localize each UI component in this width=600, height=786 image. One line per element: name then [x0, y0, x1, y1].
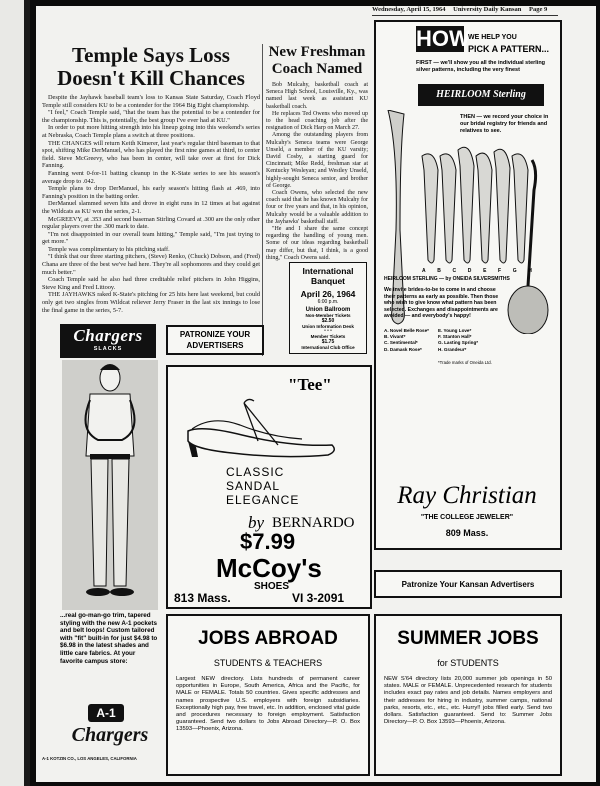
- heirloom-line-2: PICK A PATTERN...: [468, 44, 549, 54]
- banquet-nonmember: Non-Member Tickets: [305, 312, 351, 318]
- banquet-price1: $2.50: [321, 317, 335, 324]
- heirloom-banner: HEIRLOOM Sterling: [418, 84, 544, 106]
- pattern-letter: A: [422, 268, 426, 274]
- mccoy-phone: VI 3-2091: [292, 591, 345, 605]
- paragraph: Bob Mulcahy, basketball coach at Seneca High School, Louisville, Ky., was named last week as assistant KU basketball coach.: [266, 82, 368, 110]
- pattern-letter: B: [437, 268, 441, 274]
- heirloom-invite: We invite brides-to-be to come in and choose their patterns as early as possible. Then those who wish to give know what pattern has been selected. Exchanges and disappointments are avoided — and everybody's happy!: [384, 287, 499, 320]
- heirloom-brand: HEIRLOOM STERLING — by ONEIDA SILVERSMITHS: [384, 276, 510, 282]
- banquet-office: International Club Office: [301, 344, 355, 350]
- chargers-sub: SLACKS: [93, 346, 123, 352]
- mccoy-price: $7.99: [240, 529, 296, 554]
- a1-badge: A-1: [88, 704, 124, 722]
- paragraph: THE JAYHAWKS raked K-State's pitching for 25 hits here last weekend, but could only get two singles from Wildcat reliever Jerry Fraser in the last six innings to lose the final game in the series, 5-7.: [42, 291, 260, 314]
- column-rule: [262, 44, 263, 356]
- heirloom-ad: [374, 20, 562, 550]
- coach-article: [266, 44, 368, 262]
- paragraph: "I feel," Coach Temple said, "that the team has the potential to be a contender for the championship. This is, potentially, the best group I've ever had at KU.": [42, 109, 260, 124]
- coach-body: [266, 82, 368, 262]
- header-paper: University Daily Kansan: [453, 6, 522, 13]
- pattern-letter: D: [467, 268, 472, 274]
- summer-jobs-sub: for STUDENTS: [437, 658, 499, 668]
- banquet-member: Member Tickets: [310, 333, 346, 339]
- mccoy-by: by: [248, 513, 265, 532]
- banquet-stars: • • •: [324, 328, 332, 334]
- jobs-abroad-body: Largest NEW directory. Lists hundreds of permanent career opportunities in Europe, South America, Africa and the Pacific, for MALE or FEMALE. Totals 50 countries. Gives specific addresses and names prospective U.S. employers with foreign subsidiaries. Exceptionally high pay, free travel, etc. In addition, enclosed vital guide and procedures necessary to foreign employment. Satisfaction guaranteed. Send two dollars to Jobs Abroad Directory—P. O. Box 13593—Phoenix, Arizona.: [176, 676, 360, 733]
- chargers-logo-block: [60, 324, 156, 358]
- patronize-box-large: Patronize Your Kansan Advertisers: [374, 570, 562, 598]
- pattern-letter: H: [528, 268, 532, 274]
- header-rule: [372, 15, 558, 16]
- paragraph: "I think that our three starting pitchers, (Steve) Renko, (Chuck) Dobson, and (Fred) Chana are three of the best we've had here. They're all sophomores and they could get much better.": [42, 253, 260, 276]
- mccoy-shoes: SHOES: [254, 581, 290, 592]
- pattern-name: D. Damask Rose*: [384, 346, 422, 352]
- paragraph: McGREEVY, at .353 and second baseman Stirling Covard at .300 are the only other regular players over the .300 mark to date.: [42, 215, 260, 231]
- mccoy-ad: [166, 365, 372, 609]
- coach-headline: New Freshman Coach Named: [268, 44, 366, 77]
- header-date: Wednesday, April 15, 1964: [372, 6, 446, 13]
- paragraph: Coach Temple said he also had three creditable relief pitchers in John Higgins, Steve King and Fred Littooy.: [42, 276, 260, 291]
- paragraph: DerManuel slammed seven hits and drove in eight runs in 12 times at bat against the Wildcats as KU won the series, 2-1.: [42, 200, 260, 215]
- temple-body: [42, 94, 260, 314]
- paragraph: Coach Owens, who selected the new coach said that he has known Mulcahy for four or five years and that, in his opinion, Mulcahy would be a valuable addition to the Jayhawks' basketball staff.: [266, 190, 368, 225]
- heirloom-line-1: WE HELP YOU: [468, 34, 517, 41]
- paragraph: Temple plans to drop DerManuel, his early season's hitting flash at .469, into Fanning's position in the batting order.: [42, 185, 260, 200]
- pattern-letter: E: [483, 268, 487, 274]
- banquet-venue: Union Ballroom: [305, 306, 351, 313]
- pattern-letter: F: [498, 268, 502, 274]
- pattern-name: H. Grandeur*: [438, 346, 467, 352]
- paragraph: In order to put more hitting strength into his lineup going into this weekend's series at Nebraska, Coach Temple plans a switch at three positions.: [42, 124, 260, 139]
- temple-headline: Temple Says Loss Doesn't Kill Chances: [57, 43, 245, 90]
- chargers-man-illustration: [60, 360, 160, 610]
- banquet-time: 6:00 p.m.: [317, 299, 339, 305]
- chargers-logo: Chargers: [73, 326, 143, 345]
- mccoy-tag-3: ELEGANCE: [226, 493, 300, 507]
- pattern-name: E. Young Love*: [438, 328, 472, 333]
- pattern-letter: G: [512, 268, 517, 274]
- paragraph: Among the outstanding players from Mulcahy's Seneca teams were George Unseld, a member of the KU varsity; David Cosby, a starting guard for Cincinnati; Mike Redd, freshman star at Kentucky Wesleyan; and Westley Unseld, highly-sought Seneca senior, and brother of George.: [266, 132, 368, 189]
- heirloom-trademark: *Trade marks of Oneida Ltd.: [438, 360, 492, 365]
- pattern-letters: [422, 268, 532, 274]
- pattern-name: A. Novel Belle Rose*: [384, 328, 429, 333]
- mccoy-maker: BERNARDO: [272, 515, 355, 531]
- chargers-footer: A-1 KOTZIN CO., LOS ANGELES, CALIFORNIA: [42, 756, 137, 761]
- how-block: HOW: [416, 26, 470, 51]
- heirloom-then: THEN — we record your choice in our bridal registry for friends and relatives to see.: [460, 114, 549, 134]
- paragraph: He replaces Ted Owens who moved up to the head coaching job after the resignation of Dick Harp on March 27.: [266, 110, 368, 132]
- banquet-ad: [289, 262, 367, 354]
- summer-jobs-ad: [374, 614, 562, 776]
- paragraph: Despite the Jayhawk baseball team's loss to Kansas State Saturday, Coach Floyd Temple still considers KU to be a contender for the 1964 Big Eight championship.: [42, 94, 260, 109]
- jobs-abroad-sub: STUDENTS & TEACHERS: [213, 658, 323, 668]
- sandal-illustration: [182, 395, 342, 461]
- gutter-shadow: [24, 0, 30, 786]
- pattern-name: B. Vivant*: [384, 334, 406, 340]
- ray-christian-name: Ray Christian: [397, 482, 537, 509]
- temple-article: [42, 44, 260, 314]
- banquet-date: April 26, 1964: [300, 289, 356, 299]
- mccoy-tag-1: CLASSIC: [226, 465, 285, 479]
- paragraph: "He and I share the same concept regarding the handling of young men. Some of our ideas regarding basketball may differ, but that, I think, is a good thing," Coach Owens said.: [266, 226, 368, 261]
- paragraph: "I'm not disappointed in our overall team hitting," Temple said, "I'm just trying to get more.": [42, 230, 260, 246]
- pattern-list-left: [384, 328, 429, 353]
- paragraph: THE CHANGES will return Keith Kimerer, last year's regular third baseman to that spot, shifting Mike DerManuel, who has played the first nine games at third, to center field. Steve McGreevy, who has been in center, will take over at first for Dick Fanning.: [42, 139, 260, 170]
- chargers-logo-2: Chargers: [71, 724, 149, 746]
- patronize-box-small: PATRONIZE YOUR ADVERTISERS: [166, 325, 264, 355]
- mccoy-tag-2: SANDAL: [226, 479, 281, 493]
- mccoy-store: McCoy's: [216, 553, 322, 583]
- ray-christian-tagline: "THE COLLEGE JEWELER": [420, 514, 514, 521]
- heirloom-first: FIRST — we'll show you all the individual sterling silver patterns, including the very finest: [416, 60, 546, 73]
- page-header: [372, 6, 560, 13]
- summer-jobs-title: SUMMER JOBS: [397, 628, 539, 649]
- pattern-name: C. Sentimental*: [384, 340, 418, 346]
- pattern-letter: C: [452, 268, 457, 274]
- pattern-name: F. Stanton Hall*: [438, 334, 472, 340]
- pattern-name: G. Lasting Spring*: [438, 340, 479, 346]
- header-page: Page 9: [529, 6, 548, 13]
- jobs-abroad-ad: [166, 614, 370, 776]
- paragraph: Fanning went 0-for-11 batting cleanup in the K-State series to see his season's average drop to .042.: [42, 169, 260, 185]
- chargers-copy: ...real go-man-go trim, tapered styling with the new A-1 pockets and belt loops! Custom tailored with "fit" built-in for just $4.98 to $6.98 in the latest shades and little care fabrics. At your favorite campus store:: [60, 612, 158, 665]
- paragraph: Temple was complimentary to his pitching staff.: [48, 245, 170, 253]
- mccoy-address: 813 Mass.: [174, 591, 231, 605]
- tee-label: "Tee": [288, 375, 332, 394]
- ray-christian-address: 809 Mass.: [445, 528, 489, 538]
- banquet-title: International Banquet: [302, 266, 354, 286]
- pattern-list-right: [438, 328, 478, 353]
- banquet-desk: Union Information Desk: [302, 323, 354, 329]
- summer-jobs-body: NEW S'64 directory lists 20,000 summer job openings in 50 states. MALE or FEMALE. Unprecedented research for students includes exact pay rates and job details. Names employers and their addresses for hiring in industry, summer camps, national parks, resorts, etc., etc., etc. Hurry!! jobs filled early. Send two dollars. Satisfaction guaranteed. Send to: Summer Jobs Directory—P. O. Box 13593—Phoenix, Arizona.: [384, 676, 552, 726]
- banquet-price2: $1.75: [321, 338, 335, 345]
- jobs-abroad-title: JOBS ABROAD: [198, 628, 338, 649]
